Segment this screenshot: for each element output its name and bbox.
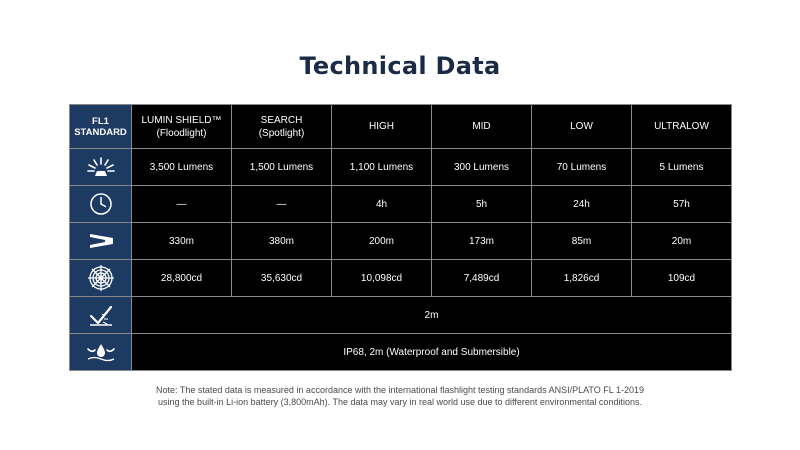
- table-cell: 5h: [432, 186, 532, 223]
- table-cell: 35,630cd: [232, 260, 332, 297]
- impact-resistance-icon: [88, 303, 114, 327]
- peak-intensity-target-icon: [87, 264, 115, 292]
- table-row: [70, 186, 732, 223]
- table-cell: 57h: [632, 186, 732, 223]
- model-label-line: FL1: [92, 115, 109, 127]
- column-header-high: HIGH: [332, 105, 432, 149]
- table-cell: 85m: [532, 223, 632, 260]
- footnote: [0, 384, 800, 408]
- waterproof-icon: [86, 341, 116, 363]
- table-cell: 7,489cd: [432, 260, 532, 297]
- table-row: [70, 297, 732, 334]
- table-cell: 5 Lumens: [632, 149, 732, 186]
- table-cell: 28,800cd: [132, 260, 232, 297]
- table-cell: —: [232, 186, 332, 223]
- output-burst-icon: [86, 156, 116, 178]
- table-row: [70, 149, 732, 186]
- table-cell: 300 Lumens: [432, 149, 532, 186]
- table-cell: 10,098cd: [332, 260, 432, 297]
- table-cell: 330m: [132, 223, 232, 260]
- column-header-ultralow: ULTRALOW: [632, 105, 732, 149]
- table-cell: 380m: [232, 223, 332, 260]
- table-cell: 24h: [532, 186, 632, 223]
- table-cell: 4h: [332, 186, 432, 223]
- table-cell: 109cd: [632, 260, 732, 297]
- model-label-line: STANDARD: [74, 126, 127, 138]
- footnote-line: using the built-in Li-ion battery (3,800mAh). The data may vary in real world use due to different environmental conditions.: [158, 397, 642, 407]
- column-header-low: LOW: [532, 105, 632, 149]
- table-cell-merged: 2m: [132, 297, 732, 334]
- column-header-search: SEARCH (Spotlight): [232, 105, 332, 149]
- page-title: Technical Data: [299, 52, 501, 80]
- technical-data-table: [69, 104, 732, 371]
- table-cell-merged: IP68, 2m (Waterproof and Submersible): [132, 334, 732, 371]
- table-cell: 1,500 Lumens: [232, 149, 332, 186]
- table-cell: —: [132, 186, 232, 223]
- table-row: [70, 260, 732, 297]
- table-cell: 3,500 Lumens: [132, 149, 232, 186]
- table-cell: 70 Lumens: [532, 149, 632, 186]
- column-header-mid: MID: [432, 105, 532, 149]
- table-header-row: [70, 105, 732, 149]
- table-cell: 20m: [632, 223, 732, 260]
- table-cell: 173m: [432, 223, 532, 260]
- footnote-line: Note: The stated data is measured in accordance with the international flashlight testing standards ANSI/PLATO FL 1-2019: [156, 385, 644, 395]
- table-row: [70, 334, 732, 371]
- table-cell: 200m: [332, 223, 432, 260]
- runtime-clock-icon: [88, 191, 114, 217]
- column-header-lumin-shield: LUMIN SHIELD™ (Floodlight): [132, 105, 232, 149]
- model-label: [70, 105, 132, 149]
- table-cell: 1,826cd: [532, 260, 632, 297]
- beam-distance-icon: [86, 231, 116, 251]
- table-cell: 1,100 Lumens: [332, 149, 432, 186]
- table-row: [70, 223, 732, 260]
